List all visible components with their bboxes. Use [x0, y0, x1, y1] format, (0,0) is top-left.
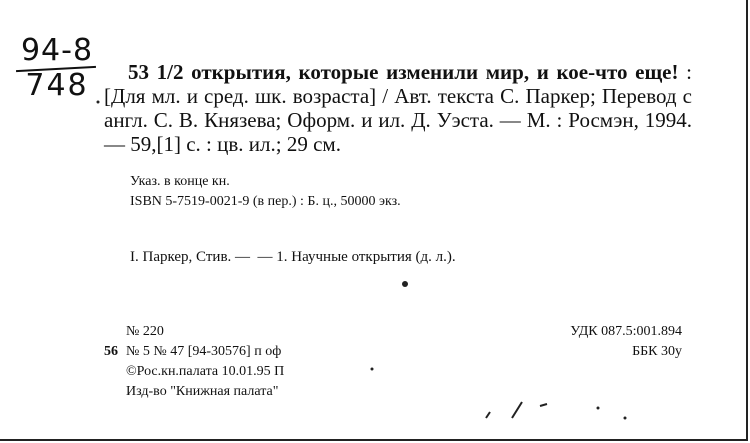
registration-row — [104, 382, 374, 402]
registration-block — [104, 322, 374, 402]
row-text: № 5 № 47 [94-30576] п оф — [126, 344, 282, 359]
registration-row — [104, 362, 374, 382]
udc-code: УДК 087.5:001.894 — [570, 324, 682, 339]
registration-row — [104, 342, 374, 362]
speck — [624, 417, 627, 420]
speck — [597, 407, 600, 410]
main-entry — [104, 60, 692, 156]
speck — [402, 281, 408, 287]
pencil-mark — [486, 402, 547, 418]
handwritten-shelfmark — [14, 33, 100, 103]
entry-body: : [Для мл. и сред. шк. возраста] / Авт. текста С. Паркер; Перевод с англ. С. В. Князева; Оформ. и ил. Д. Уэста. — М. : Росмэн, 1994. — 59,[1] с. : цв. ил.; 29 см. — [104, 60, 692, 156]
bbk-code: ББК 30у — [632, 344, 682, 359]
row-text: ©Рос.кн.палата 10.01.95 П — [126, 364, 285, 379]
registration-row — [104, 322, 374, 342]
row-text: № 220 — [126, 324, 164, 339]
row-lead: 56 — [104, 344, 118, 359]
shelfmark-top: 94-8 — [20, 33, 94, 68]
classification-block — [570, 322, 682, 362]
title-heading: 53 1/2 открытия, которые изменили мир, и кое-что еще! — [128, 60, 679, 84]
tracing-line: I. Паркер, Стив. — — 1. Научные открытия (д. л.). — [130, 249, 456, 265]
isbn-line: ISBN 5-7519-0021-9 (в пер.) : Б. ц., 50000 экз. — [130, 194, 401, 209]
shelfmark-bottom: 748 — [25, 68, 89, 103]
notes-block — [130, 172, 401, 212]
row-text: Изд-во "Книжная палата" — [126, 384, 279, 399]
note-line: Указ. в конце кн. — [130, 174, 230, 189]
